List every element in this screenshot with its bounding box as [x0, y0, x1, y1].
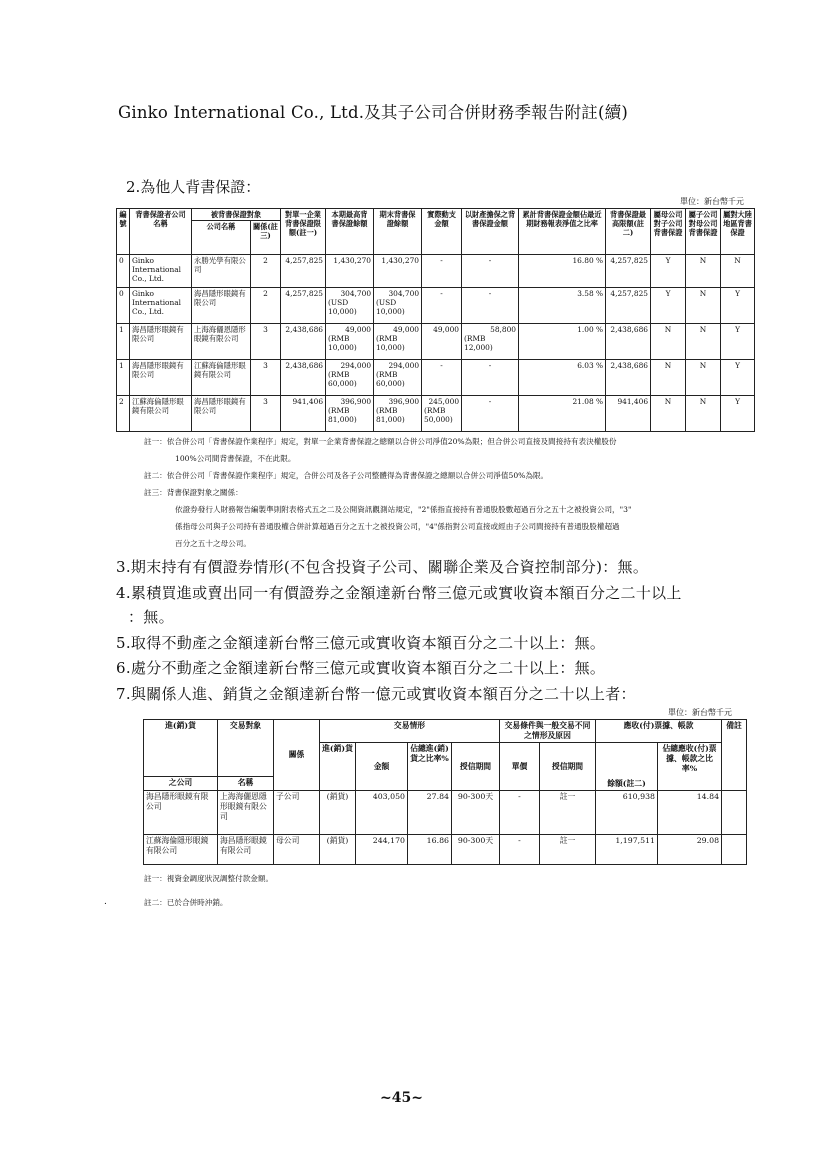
- header-counter-top: 交易對象: [218, 720, 274, 777]
- header-target-group: 被背書保證對象: [192, 209, 281, 221]
- section-3-text: 3.期末持有有價證券情形(不包含投資子公司、關聯企業及合資控制部分)：無。: [116, 558, 649, 576]
- header-no: 編號: [117, 209, 130, 255]
- table-header-row: [117, 209, 755, 221]
- cell-sub-parent: N: [686, 396, 721, 432]
- cell-actual: 49,000: [422, 324, 462, 360]
- cell-end-currency: (RMB 60,000): [376, 370, 405, 388]
- cell-guarantor: Ginko International Co., Ltd.: [130, 255, 192, 288]
- header-diff-group: 交易條件與一般交易不同之情形及原因: [500, 720, 596, 743]
- cell-max: [326, 360, 374, 396]
- cell-no: 1: [117, 360, 130, 396]
- header-relation: 關係(註三): [251, 221, 281, 255]
- cell-guarantor: 海昌隱形眼鏡有限公司: [130, 324, 192, 360]
- note-2: 註二：依合併公司「背書保證作業程序」規定，合併公司及各子公司整體得為背書保證之總額以合併公司淨值50%為限。: [144, 471, 549, 480]
- table-row: [117, 360, 755, 396]
- cell-type: (銷貨): [320, 791, 356, 835]
- cell-relation: 2: [251, 288, 281, 324]
- table-row: [117, 255, 755, 288]
- cell-max: 1,430,270: [326, 255, 374, 288]
- cell-max-value: 49,000: [345, 325, 372, 334]
- header-unit-price: 單價: [500, 743, 540, 791]
- cell-limit: 2,438,686: [281, 324, 326, 360]
- cell-mainland: Y: [721, 360, 755, 396]
- cell-amount: 244,170: [356, 835, 408, 865]
- header-ar-amount: 餘額(註二): [596, 743, 658, 791]
- cell-mainland: N: [721, 255, 755, 288]
- cell-relation: 3: [251, 396, 281, 432]
- cell-max-value: 304,700: [340, 289, 372, 298]
- cell-end-currency: (RMB 10,000): [376, 334, 405, 352]
- cell-collateral: [462, 324, 519, 360]
- cell-sub-parent: N: [686, 288, 721, 324]
- cell-company: 永勝光學有限公司: [192, 255, 251, 288]
- cell-buyer: 江蘇海倫隱形眼鏡有限公司: [144, 835, 218, 865]
- section-5-text: 5.取得不動產之金額達新台幣三億元或實收資本額百分之二十以上：無。: [116, 634, 606, 652]
- cell-end: [374, 288, 422, 324]
- cell-mainland: Y: [721, 324, 755, 360]
- note-3-detail-2: 係指母公司與子公司持有普通股權合併計算超過百分之五十之被投資公司，"4"係指對公司直接或經由子公司間接持有普通股股權超過: [175, 522, 620, 531]
- note-3-detail-1: 依證券發行人財務報告編製準則附表格式五之二及公開資訊觀測站規定，"2"係指直接持有普通股股數超過百分之五十之被投資公司，"3": [175, 505, 632, 514]
- table-row: [144, 835, 747, 865]
- header-guarantor: 背書保證者公司名稱: [130, 209, 192, 255]
- cell-end: [374, 360, 422, 396]
- section-4-text: 4.累積買進或賣出同一有價證券之金額達新台幣三億元或實收資本額百分之二十以上: [116, 584, 682, 602]
- header-actual: 實際動支金額: [422, 209, 462, 255]
- cell-max-limit: 4,257,825: [606, 288, 651, 324]
- section-2-heading: 2.為他人背書保證：: [126, 178, 261, 196]
- cell-ar-amount: 1,197,511: [596, 835, 658, 865]
- cell-ratio: 16.86: [408, 835, 452, 865]
- cell-end: [374, 324, 422, 360]
- header-limit-single: 對單一企業背書保證限額(註一): [281, 209, 326, 255]
- cell-max-limit: 941,406: [606, 396, 651, 432]
- cell-credit: 90-300天: [452, 835, 500, 865]
- cell-relation: 母公司: [274, 835, 320, 865]
- cell-guarantor: 海昌隱形眼鏡有限公司: [130, 360, 192, 396]
- cell-company: 上海海儷恩隱形眼鏡有限公司: [192, 324, 251, 360]
- cell-company: 海昌隱形眼鏡有限公司: [192, 288, 251, 324]
- header-counter-bottom: 名稱: [218, 777, 274, 791]
- header-remark: 備註: [722, 720, 747, 791]
- cell-end-currency: (USD 10,000): [376, 298, 405, 316]
- guarantee-table: [116, 208, 755, 432]
- cell-collateral-value: 58,800: [490, 325, 517, 334]
- cell-mainland: Y: [721, 288, 755, 324]
- table-row: [144, 791, 747, 835]
- table-row: [117, 324, 755, 360]
- cell-no: 0: [117, 255, 130, 288]
- cell-ratio: 3.58 %: [519, 288, 606, 324]
- cell-parent-sub: N: [651, 396, 686, 432]
- header-relation: 關係: [274, 720, 320, 791]
- cell-ar-amount: 610,938: [596, 791, 658, 835]
- cell-collateral: -: [462, 396, 519, 432]
- cell-ratio: 16.80 %: [519, 255, 606, 288]
- table-header-row: [144, 720, 747, 743]
- cell-parent-sub: N: [651, 360, 686, 396]
- cell-relation: 3: [251, 360, 281, 396]
- cell-limit: 4,257,825: [281, 288, 326, 324]
- header-ar-group: 應收(付)票據、帳款: [596, 720, 722, 743]
- cell-collateral-currency: (RMB 12,000): [464, 334, 493, 352]
- header-buyer-top: 進(銷)貨: [144, 720, 218, 777]
- note-1: 註一：依合併公司「背書保證作業程序」規定，對單一企業背書保證之總額以合併公司淨值20%為限；但合併公司直接及間接持有表決權股份: [144, 437, 617, 446]
- cell-no: 0: [117, 288, 130, 324]
- cell-end-currency: (RMB 81,000): [376, 406, 405, 424]
- cell-ar-ratio: 29.08: [658, 835, 722, 865]
- cell-collateral: -: [462, 360, 519, 396]
- cell-max-limit: 2,438,686: [606, 360, 651, 396]
- cell-sub-parent: N: [686, 360, 721, 396]
- cell-actual-currency: (RMB 50,000): [424, 406, 453, 424]
- cell-relation: 子公司: [274, 791, 320, 835]
- cell-limit: 4,257,825: [281, 255, 326, 288]
- header-parent-sub: 屬母公司對子公司背書保證: [651, 209, 686, 255]
- cell-max-value: 396,900: [340, 397, 372, 406]
- header-txn-group: 交易情形: [320, 720, 500, 743]
- header-ratio: 累計背書保證金額佔最近期財務報表淨值之比率: [519, 209, 606, 255]
- cell-parent-sub: Y: [651, 255, 686, 288]
- header-max-limit: 背書保證最高限額(註二): [606, 209, 651, 255]
- section-2-unit: 單位：新台幣千元: [680, 197, 744, 206]
- cell-remark: [722, 835, 747, 865]
- cell-guarantor: 江蘇海倫隱形眼鏡有限公司: [130, 396, 192, 432]
- header-txn-type: 進(銷)貨: [320, 743, 356, 791]
- cell-parent-sub: N: [651, 324, 686, 360]
- section-6-text: 6.處分不動產之金額達新台幣三億元或實收資本額百分之二十以上：無。: [116, 659, 606, 677]
- cell-max-limit: 4,257,825: [606, 255, 651, 288]
- note-1-cont: 100%公司間背書保證，不在此限。: [175, 454, 296, 463]
- cell-relation: 2: [251, 255, 281, 288]
- cell-max-value: 294,000: [340, 361, 372, 370]
- header-amount: 金額: [356, 743, 408, 791]
- cell-ratio: 1.00 %: [519, 324, 606, 360]
- cell-counter: 海昌隱形眼鏡有限公司: [218, 835, 274, 865]
- page-number: ~45~: [380, 1090, 423, 1106]
- page-title: Ginko International Co., Ltd.及其子公司合併財務季報告附註(續): [118, 103, 628, 122]
- cell-company: 海昌隱形眼鏡有限公司: [192, 396, 251, 432]
- section-4-text-cont: ：無。: [128, 608, 174, 626]
- cell-no: 2: [117, 396, 130, 432]
- cell-remark: [722, 791, 747, 835]
- cell-sub-parent: N: [686, 255, 721, 288]
- cell-type: (銷貨): [320, 835, 356, 865]
- cell-guarantor: Ginko International Co., Ltd.: [130, 288, 192, 324]
- cell-actual: [422, 396, 462, 432]
- cell-max-currency: (RMB 60,000): [328, 370, 357, 388]
- header-company-name: 公司名稱: [192, 221, 251, 255]
- cell-relation: 3: [251, 324, 281, 360]
- cell-max-currency: (RMB 81,000): [328, 406, 357, 424]
- cell-mainland: Y: [721, 396, 755, 432]
- scan-dot: .: [104, 897, 107, 907]
- cell-max-currency: (USD 10,000): [328, 298, 357, 316]
- cell-credit: 90-300天: [452, 791, 500, 835]
- header-max-balance: 本期最高背書保證餘額: [326, 209, 374, 255]
- cell-actual-value: 245,000: [428, 397, 460, 406]
- cell-buyer: 海昌隱形眼鏡有限公司: [144, 791, 218, 835]
- cell-actual: -: [422, 360, 462, 396]
- cell-max-limit: 2,438,686: [606, 324, 651, 360]
- cell-limit: 2,438,686: [281, 360, 326, 396]
- header-sub-parent: 屬子公司對母公司背書保證: [686, 209, 721, 255]
- table-row: [117, 288, 755, 324]
- note-3-detail-3: 百分之五十之母公司。: [175, 539, 251, 548]
- header-diff-credit: 授信期間: [540, 743, 596, 791]
- cell-sub-parent: N: [686, 324, 721, 360]
- cell-diff-credit: 註一: [540, 791, 596, 835]
- cell-unit-price: -: [500, 835, 540, 865]
- cell-unit-price: -: [500, 791, 540, 835]
- cell-end: [374, 396, 422, 432]
- cell-end-value: 49,000: [393, 325, 420, 334]
- cell-actual: -: [422, 288, 462, 324]
- note-3: 註三：背書保證對象之關係：: [144, 488, 243, 497]
- cell-limit: 941,406: [281, 396, 326, 432]
- cell-end-value: 396,900: [388, 397, 420, 406]
- cell-ratio: 6.03 %: [519, 360, 606, 396]
- cell-amount: 403,050: [356, 791, 408, 835]
- cell-company: 江蘇海倫隱形眼鏡有限公司: [192, 360, 251, 396]
- cell-ratio: 21.08 %: [519, 396, 606, 432]
- header-mainland: 屬對大陸地區背書保證: [721, 209, 755, 255]
- cell-diff-credit: 註一: [540, 835, 596, 865]
- section-7-note-2: 註二：已於合併時沖銷。: [144, 898, 228, 907]
- cell-max: [326, 396, 374, 432]
- cell-max-currency: (RMB 10,000): [328, 334, 357, 352]
- cell-end: 1,430,270: [374, 255, 422, 288]
- cell-ar-ratio: 14.84: [658, 791, 722, 835]
- cell-parent-sub: Y: [651, 288, 686, 324]
- cell-counter: 上海海儷恩隱形眼鏡有限公司: [218, 791, 274, 835]
- header-collateral: 以財產擔保之背書保證金額: [462, 209, 519, 255]
- cell-no: 1: [117, 324, 130, 360]
- section-7-unit: 單位：新台幣千元: [668, 708, 732, 717]
- section-7-note-1: 註一：視資金調度狀況調整付款金額。: [144, 874, 274, 883]
- cell-end-value: 294,000: [388, 361, 420, 370]
- cell-collateral: -: [462, 288, 519, 324]
- cell-end-value: 304,700: [388, 289, 420, 298]
- header-buyer-bottom: 之公司: [144, 777, 218, 791]
- header-ar-ratio: 佔總應收(付)票據、帳款之比率%: [658, 743, 722, 791]
- cell-max: [326, 324, 374, 360]
- related-party-table: [143, 719, 747, 865]
- cell-max: [326, 288, 374, 324]
- header-ratio: 佔總進(銷)貨之比率%: [408, 743, 452, 791]
- section-7-heading: 7.與關係人進、銷貨之金額達新台幣一億元或實收資本額百分之二十以上者：: [116, 685, 636, 703]
- header-end-balance: 期末背書保證餘額: [374, 209, 422, 255]
- cell-ratio: 27.84: [408, 791, 452, 835]
- cell-actual: -: [422, 255, 462, 288]
- table-row: [117, 396, 755, 432]
- cell-collateral: -: [462, 255, 519, 288]
- header-credit: 授信期間: [452, 743, 500, 791]
